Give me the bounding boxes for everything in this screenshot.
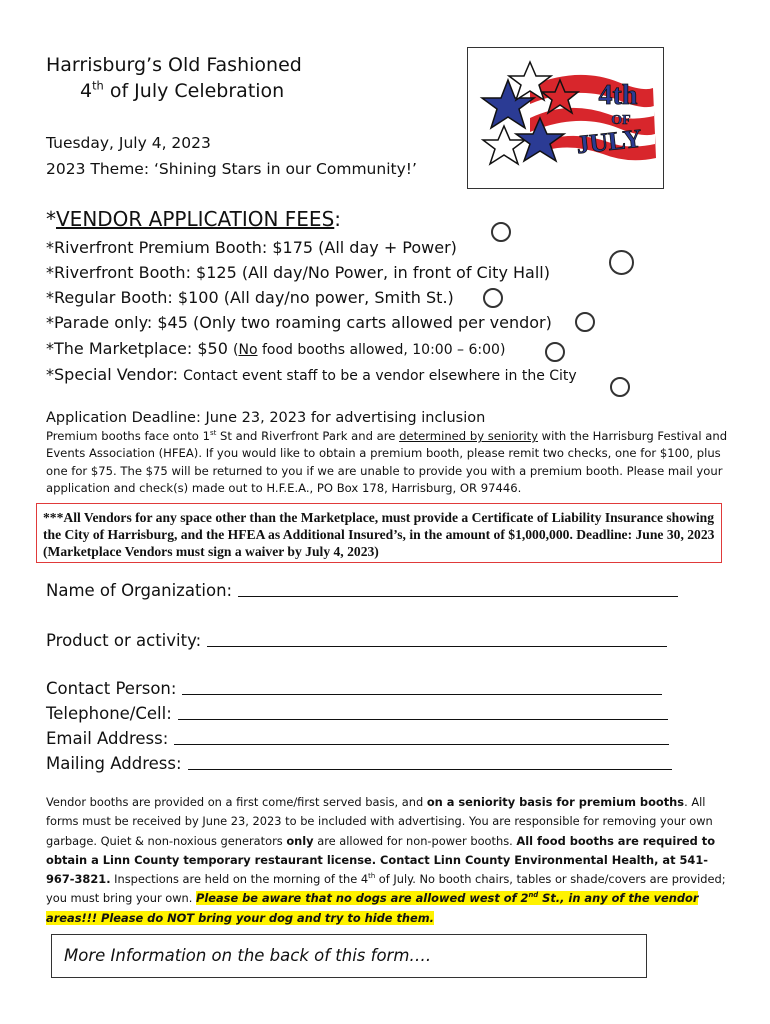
fee-parade: *Parade only: $45 (Only two roaming carts allowed per vendor) (46, 313, 552, 332)
event-title-line1: Harrisburg’s Old Fashioned (46, 54, 302, 76)
contact-input-line[interactable] (182, 678, 662, 695)
contact-field (46, 678, 662, 700)
flag-stars-icon (468, 48, 663, 188)
product-input-line[interactable] (207, 630, 667, 647)
email-input-line[interactable] (174, 728, 669, 745)
riverfront-radio[interactable] (609, 250, 634, 275)
fee-special-vendor: *Special Vendor: Contact event staff to be a vendor elsewhere in the City (46, 365, 577, 384)
mailing-field (46, 753, 672, 775)
mailing-label: Mailing Address: (46, 754, 182, 773)
event-theme: 2023 Theme: ‘Shining Stars in our Community!’ (46, 160, 417, 178)
contact-label: Contact Person: (46, 679, 177, 698)
organization-label: Name of Organization: (46, 581, 233, 600)
special-vendor-radio[interactable] (610, 377, 630, 397)
product-field (46, 630, 667, 652)
logo-text-july: JULY (575, 123, 644, 160)
no-dogs-warning: Please be aware that no dogs are allowed west of 2nd St., in any of the vendor areas!!! Please do NOT bring your dog and try to hide them. (46, 891, 699, 925)
organization-field (46, 580, 678, 602)
more-info-text: More Information on the back of this form…. (64, 946, 432, 965)
fee-riverfront: *Riverfront Booth: $125 (All day/No Power, in front of City Hall) (46, 263, 550, 282)
phone-input-line[interactable] (178, 703, 668, 720)
logo-text-4th: 4th (598, 80, 638, 111)
organization-input-line[interactable] (238, 580, 678, 597)
fee-riverfront-premium: *Riverfront Premium Booth: $175 (All day + Power) (46, 238, 457, 257)
insurance-notice-text: ***All Vendors for any space other than the Marketplace, must provide a Certificate of Liability Insurance showing the City of Harrisburg, and the HFEA as Additional Insured’s, in the amount of $1,000,000. Deadline: June 30, 2023 (Marketplace Vendors must sign a waiver by July 4, 2023) (43, 510, 715, 559)
regular-radio[interactable] (483, 288, 503, 308)
fourth-of-july-logo (467, 47, 664, 189)
vendor-booth-info: Vendor booths are provided on a first come/first served basis, and on a seniority basis for premium booths. All forms must be received by June 23, 2023 to be included with advertising. You are responsible for removing your own garbage. Quiet & non-noxious generators only are allowed for non-power booths. All food booths are required to obtain a Linn County temporary restaurant license. Contact Linn County Environmental Health, at 541-967-3821. Inspections are held on the morning of the 4th of July. No booth chairs, tables or shade/covers are provided; you must bring your own. Please be aware that no dogs are allowed west of 2nd St., in any of the vendor areas!!! Please do NOT bring your dog and try to hide them. (46, 795, 726, 925)
vendor-fees-heading: *VENDOR APPLICATION FEES: (46, 207, 342, 231)
product-label: Product or activity: (46, 631, 202, 650)
marketplace-radio[interactable] (545, 342, 565, 362)
email-label: Email Address: (46, 729, 169, 748)
riverfront-premium-radio[interactable] (491, 222, 511, 242)
mailing-input-line[interactable] (188, 753, 672, 770)
phone-field (46, 703, 668, 725)
premium-booth-info: Premium booths face onto 1st St and Riverfront Park and are determined by seniority with the Harrisburg Festival and Events Association (HFEA). If you would like to obtain a premium booth, please remit two checks, one for $100, plus one for $75. The $75 will be returned to you if we are unable to provide you with a premium booth. Please mail your application and check(s) made out to H.F.E.A., PO Box 178, Harrisburg, OR 97446. (46, 429, 728, 496)
logo-text-of: OF (611, 113, 631, 128)
insurance-notice-box (36, 503, 722, 563)
event-title-line2: 4th of July Celebration (80, 78, 285, 102)
fee-marketplace: *The Marketplace: $50 (No food booths allowed, 10:00 – 6:00) (46, 339, 506, 358)
email-field (46, 728, 669, 750)
more-info-box (51, 934, 647, 978)
application-deadline: Application Deadline: June 23, 2023 for advertising inclusion (46, 410, 486, 426)
fee-regular: *Regular Booth: $100 (All day/no power, Smith St.) (46, 288, 454, 307)
event-date: Tuesday, July 4, 2023 (46, 134, 211, 152)
phone-label: Telephone/Cell: (46, 704, 172, 723)
parade-radio[interactable] (575, 312, 595, 332)
